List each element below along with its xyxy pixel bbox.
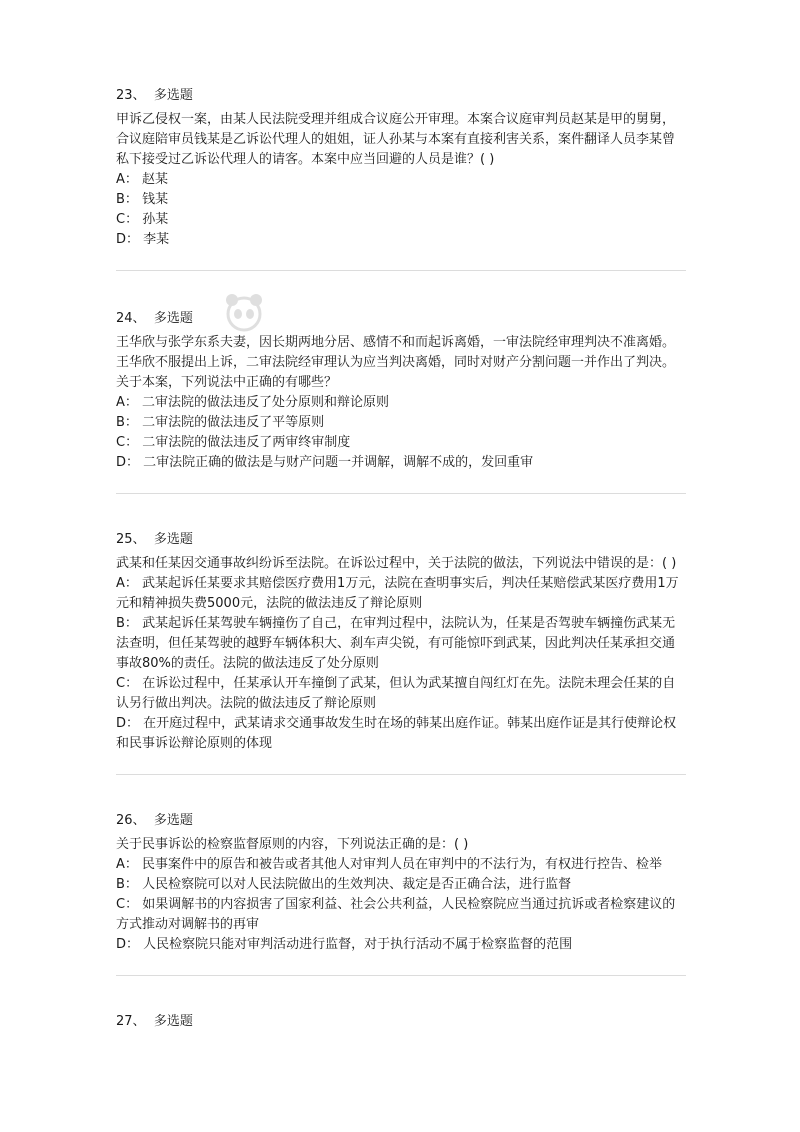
question-type: 多选题 (153, 1014, 193, 1029)
option-d (116, 453, 686, 473)
option-label: D： (116, 232, 140, 247)
option-b (116, 614, 686, 674)
option-d (116, 230, 686, 250)
question-23 (116, 86, 686, 271)
question-header: 25、 多选题 (116, 532, 193, 547)
question-stem: 关于民事诉讼的检察监督原则的内容，下列说法正确的是：( ) (116, 837, 469, 852)
divider (116, 975, 686, 976)
option-text: 二审法院的做法违反了平等原则 (142, 415, 325, 430)
option-label: C： (116, 212, 139, 227)
question-list (116, 86, 686, 1036)
option-a (116, 170, 686, 190)
question-stem: 武某和任某因交通事故纠纷诉至法院。在诉讼过程中，关于法院的做法，下列说法中错误的是：( ) (116, 556, 677, 571)
option-label: B： (116, 192, 138, 207)
option-text: 如果调解书的内容损害了国家利益、社会公共利益，人民检察院应当通过抗诉或者检察建议的方式推动对调解书的再审 (116, 897, 676, 932)
option-a (116, 393, 686, 413)
option-label: B： (116, 616, 138, 631)
option-text: 二审法院的做法违反了两审终审制度 (142, 435, 351, 450)
question-25 (116, 530, 686, 775)
question-type: 多选题 (153, 813, 193, 828)
question-27 (116, 1012, 686, 1032)
divider (116, 270, 686, 271)
option-label: A： (116, 172, 138, 187)
question-type: 多选题 (153, 88, 193, 103)
option-label: C： (116, 676, 139, 691)
option-c (116, 433, 686, 453)
option-text: 武某起诉任某驾驶车辆撞伤了自己，在审判过程中，法院认为，任某是否驾驶车辆撞伤武某无法查明，但任某驾驶的越野车辆体积大、刹车声尖锐，有可能惊吓到武某，因此判决任某承担交通事故80%的责任。法院的做法违反了处分原则 (116, 616, 676, 671)
option-label: A： (116, 576, 138, 591)
question-24 (116, 309, 686, 494)
option-c (116, 674, 686, 714)
option-text: 钱某 (142, 192, 169, 207)
question-header: 24、 多选题 (116, 311, 193, 326)
question-26 (116, 811, 686, 976)
question-number: 27 (116, 1014, 133, 1029)
divider (116, 774, 686, 775)
option-c (116, 210, 686, 230)
option-label: B： (116, 877, 138, 892)
question-header: 23、 多选题 (116, 88, 193, 103)
option-label: C： (116, 897, 139, 912)
question-number: 24 (116, 311, 133, 326)
option-text: 二审法院正确的做法是与财产问题一并调解，调解不成的，发回重审 (143, 455, 534, 470)
option-label: C： (116, 435, 139, 450)
option-a (116, 574, 686, 614)
question-stem: 甲诉乙侵权一案，由某人民法院受理并组成合议庭公开审理。本案合议庭审判员赵某是甲的舅舅，合议庭陪审员钱某是乙诉讼代理人的姐姐，证人孙某与本案有直接利害关系，案件翻译人员李某曾私下接受过乙诉讼代理人的请客。本案中应当回避的人员是谁？( ) (116, 112, 676, 167)
option-text: 在开庭过程中，武某请求交通事故发生时在场的韩某出庭作证。韩某出庭作证是其行使辩论权和民事诉讼辩论原则的体现 (116, 716, 677, 751)
option-label: A： (116, 857, 138, 872)
question-stem: 王华欣与张学东系夫妻，因长期两地分居、感情不和而起诉离婚，一审法院经审理判决不准离婚。王华欣不服提出上诉，二审法院经审理认为应当判决离婚，同时对财产分割问题一并作出了判决。关于本案，下列说法中正确的有哪些？ (116, 335, 676, 390)
question-number: 25 (116, 532, 133, 547)
option-text: 武某起诉任某要求其赔偿医疗费用1万元，法院在查明事实后，判决任某赔偿武某医疗费用1万元和精神损失费5000元，法院的做法违反了辩论原则 (116, 576, 679, 611)
option-text: 人民检察院可以对人民法院做出的生效判决、裁定是否正确合法，进行监督 (142, 877, 572, 892)
option-text: 赵某 (142, 172, 169, 187)
option-b (116, 413, 686, 433)
question-header: 26、 多选题 (116, 813, 193, 828)
option-text: 孙某 (142, 212, 169, 227)
option-label: D： (116, 937, 140, 952)
divider (116, 493, 686, 494)
option-label: B： (116, 415, 138, 430)
question-type: 多选题 (153, 311, 193, 326)
option-b (116, 190, 686, 210)
option-d (116, 714, 686, 754)
option-c (116, 895, 686, 935)
question-header: 27、 多选题 (116, 1014, 193, 1029)
question-type: 多选题 (153, 532, 193, 547)
option-a (116, 855, 686, 875)
option-d (116, 935, 686, 955)
option-b (116, 875, 686, 895)
option-text: 民事案件中的原告和被告或者其他人对审判人员在审判中的不法行为，有权进行控告、检举 (142, 857, 663, 872)
option-text: 二审法院的做法违反了处分原则和辩论原则 (142, 395, 390, 410)
option-text: 在诉讼过程中，任某承认开车撞倒了武某，但认为武某擅自闯红灯在先。法院未理会任某的自认另行做出判决。法院的做法违反了辩论原则 (116, 676, 676, 711)
question-number: 26 (116, 813, 133, 828)
option-label: A： (116, 395, 138, 410)
option-text: 人民检察院只能对审判活动进行监督，对于执行活动不属于检察监督的范围 (143, 937, 573, 952)
option-text: 李某 (143, 232, 170, 247)
question-number: 23 (116, 88, 133, 103)
option-label: D： (116, 455, 140, 470)
option-label: D： (116, 716, 140, 731)
